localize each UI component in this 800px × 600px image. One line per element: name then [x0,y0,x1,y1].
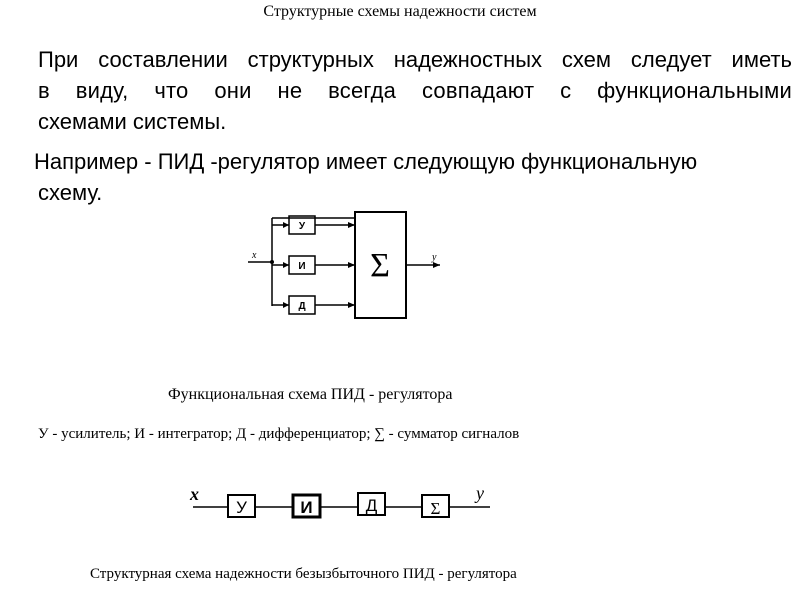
diagram-legend: У - усилитель; И - интегратор; Д - дифференциатор; ∑ - сумматор сигналов [38,426,520,442]
functional-diagram-caption: Функциональная схема ПИД - регулятора [168,386,453,403]
func-arrow-sum-u [348,222,355,228]
struct-block-u-label: У [236,498,247,517]
func-junction-dot [270,260,274,264]
func-arrow-i [283,262,289,268]
func-output-label: y [432,252,437,263]
func-arrow-sum-i [348,262,355,268]
func-block-d-label: Д [298,301,306,312]
slide-title: Структурные схемы надежности систем [263,3,537,20]
func-block-u-label: У [298,221,306,232]
struct-output-label: y [476,483,484,503]
func-block-i-label: И [298,261,306,272]
struct-block-d-label: Д [365,496,378,515]
func-arrow-d [283,302,289,308]
paragraph-intro-line-3: схемами системы. [38,109,227,134]
struct-input-label: x [190,484,199,504]
func-arrow-sum-d [348,302,355,308]
struct-block-sum-label: Σ [430,499,441,518]
func-input-label: x [252,250,257,261]
paragraph-example-line-1: Например - ПИД -регулятор имеет следующую функциональную [34,149,698,174]
func-arrow-u [283,222,289,228]
struct-block-i-label: И [300,498,313,517]
structural-diagram-caption: Структурная схема надежности безызбыточного ПИД - регулятора [90,566,517,582]
paragraph-intro-line-1: При составлении структурных надежностных схем следует иметь [38,47,792,72]
paragraph-intro-line-2: в виду, что они не всегда совпадают с функциональными [38,78,792,103]
func-summator-symbol: Σ [370,247,390,284]
paragraph-example-line-2: схему. [38,180,103,205]
